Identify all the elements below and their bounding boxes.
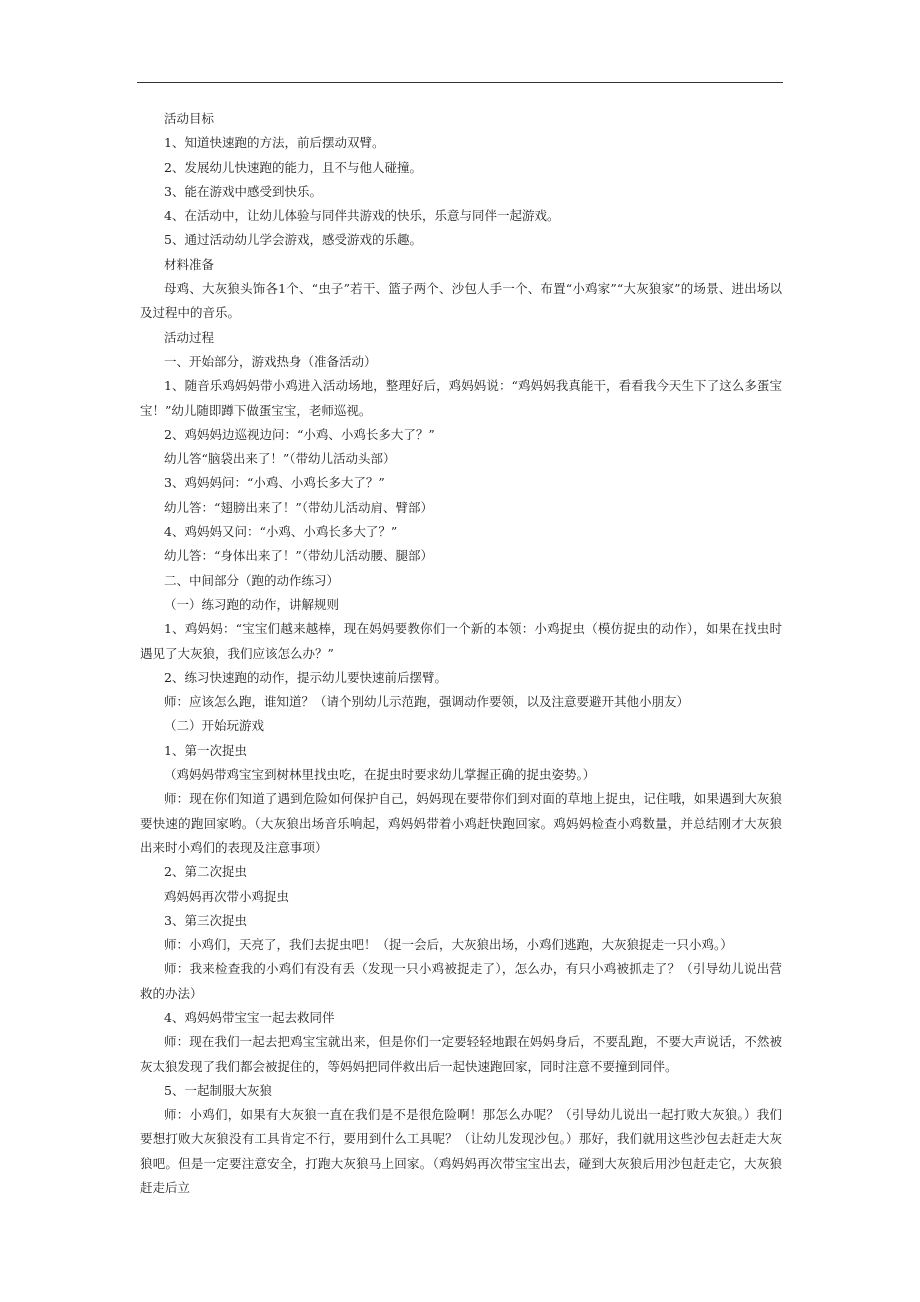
process-paragraph: 1、第一次捉虫 <box>164 742 247 758</box>
process-paragraph: 4、鸡妈妈又问：“小鸡、小鸡长多大了？” <box>164 524 398 540</box>
goal-item: 4、在活动中，让幼儿体验与同伴共游戏的快乐，乐意与同伴一起游戏。 <box>164 208 560 224</box>
process-paragraph: 1、随音乐鸡妈妈带小鸡进入活动场地，整理好后，鸡妈妈说：“鸡妈妈我真能干，看看我今天生下了这么多蛋宝宝！”幼儿随即蹲下做蛋宝宝，老师巡视。 <box>140 378 782 418</box>
process-paragraph: 一、开始部分，游戏热身（准备活动） <box>164 353 377 369</box>
materials-text: 母鸡、大灰狼头饰各1个、“虫子”若干、篮子两个、沙包人手一个、布置“小鸡家”“大灰狼家”的场景、进出场以及过程中的音乐。 <box>140 281 782 321</box>
process-paragraph: 二、中间部分（跑的动作练习） <box>164 572 340 588</box>
process-paragraph: 鸡妈妈再次带小鸡捉虫 <box>164 888 290 904</box>
process-paragraph: （二）开始玩游戏 <box>164 718 265 734</box>
goal-item: 1、知道快速跑的方法，前后摆动双臂。 <box>164 135 385 151</box>
process-paragraph: 2、练习快速跑的动作，提示幼儿要快速前后摆臂。 <box>164 669 447 685</box>
process-paragraph: 幼儿答：“翅膀出来了！”（带幼儿活动肩、臂部） <box>164 499 434 515</box>
process-paragraph: 5、一起制服大灰狼 <box>164 1082 272 1098</box>
goal-item: 2、发展幼儿快速跑的能力，且不与他人碰撞。 <box>164 159 422 175</box>
process-paragraph: 师：应该怎么跑，谁知道？（请个别幼儿示范跑，强调动作要领，以及注意要避开其他小朋友） <box>164 694 690 710</box>
process-paragraph: 1、鸡妈妈：“宝宝们越来越棒，现在妈妈要教你们一个新的本领：小鸡捉虫（模仿捉虫的动作），如果在找虫时遇见了大灰狼，我们应该怎么办？” <box>140 621 782 661</box>
goal-item: 3、能在游戏中感受到快乐。 <box>164 183 322 199</box>
process-paragraph: 幼儿答：“身体出来了！”（带幼儿活动腰、腿部） <box>164 548 434 564</box>
process-paragraph: 师：小鸡们，如果有大灰狼一直在我们是不是很危险啊！那怎么办呢？（引导幼儿说出一起打败大灰狼。）我们要想打败大灰狼没有工具肯定不行，要用到什么工具呢？（让幼儿发现沙包。）那好，我们就用这些沙包去赶走大灰狼吧。但是一定要注意安全，打跑大灰狼马上回家。（鸡妈妈再次带宝宝出去，碰到大灰狼后用沙包赶走它，大灰狼赶走后立 <box>140 1107 782 1196</box>
goal-item: 5、通过活动幼儿学会游戏，感受游戏的乐趣。 <box>164 232 422 248</box>
process-paragraph: 师：小鸡们，天亮了，我们去捉虫吧！（捉一会后，大灰狼出场，小鸡们逃跑，大灰狼捉走一只小鸡。） <box>164 937 733 953</box>
process-paragraph: （一）练习跑的动作，讲解规则 <box>164 596 340 612</box>
process-paragraph: 3、鸡妈妈问：“小鸡、小鸡长多大了？” <box>164 475 385 491</box>
section-heading-process: 活动过程 <box>164 329 215 345</box>
process-paragraph: 3、第三次捉虫 <box>164 912 247 928</box>
process-paragraph: 4、鸡妈妈带宝宝一起去救同伴 <box>164 1009 335 1025</box>
process-paragraph: 幼儿答“脑袋出来了！”（带幼儿活动头部） <box>164 451 396 467</box>
process-paragraph: （鸡妈妈带鸡宝宝到树林里找虫吃，在捉虫时要求幼儿掌握正确的捉虫姿势。） <box>164 767 596 783</box>
section-heading-goals: 活动目标 <box>164 111 215 126</box>
process-paragraph: 师：现在我们一起去把鸡宝宝就出来，但是你们一定要轻轻地跟在妈妈身后，不要乱跑，不要大声说话，不然被灰太狼发现了我们都会被捉住的，等妈妈把同伴救出后一起快速跑回家，同时注意不要撞到同伴。 <box>140 1034 782 1074</box>
document-body <box>140 107 782 1200</box>
section-heading-materials: 材料准备 <box>164 256 215 272</box>
header-rule <box>137 82 783 83</box>
process-paragraph: 2、鸡妈妈边巡视边问：“小鸡、小鸡长多大了？” <box>164 426 435 442</box>
process-paragraph: 2、第二次捉虫 <box>164 864 247 880</box>
process-paragraph: 师：现在你们知道了遇到危险如何保护自己，妈妈现在要带你们到对面的草地上捉虫，记住哦，如果遇到大灰狼要快速的跑回家哟。（大灰狼出场音乐响起，鸡妈妈带着小鸡赶快跑回家。鸡妈妈检查小鸡数量，并总结刚才大灰狼出来时小鸡们的表现及注意事项） <box>140 791 782 855</box>
process-paragraph: 师：我来检查我的小鸡们有没有丢（发现一只小鸡被捉走了），怎么办，有只小鸡被抓走了？（引导幼儿说出营救的办法） <box>140 961 782 1001</box>
